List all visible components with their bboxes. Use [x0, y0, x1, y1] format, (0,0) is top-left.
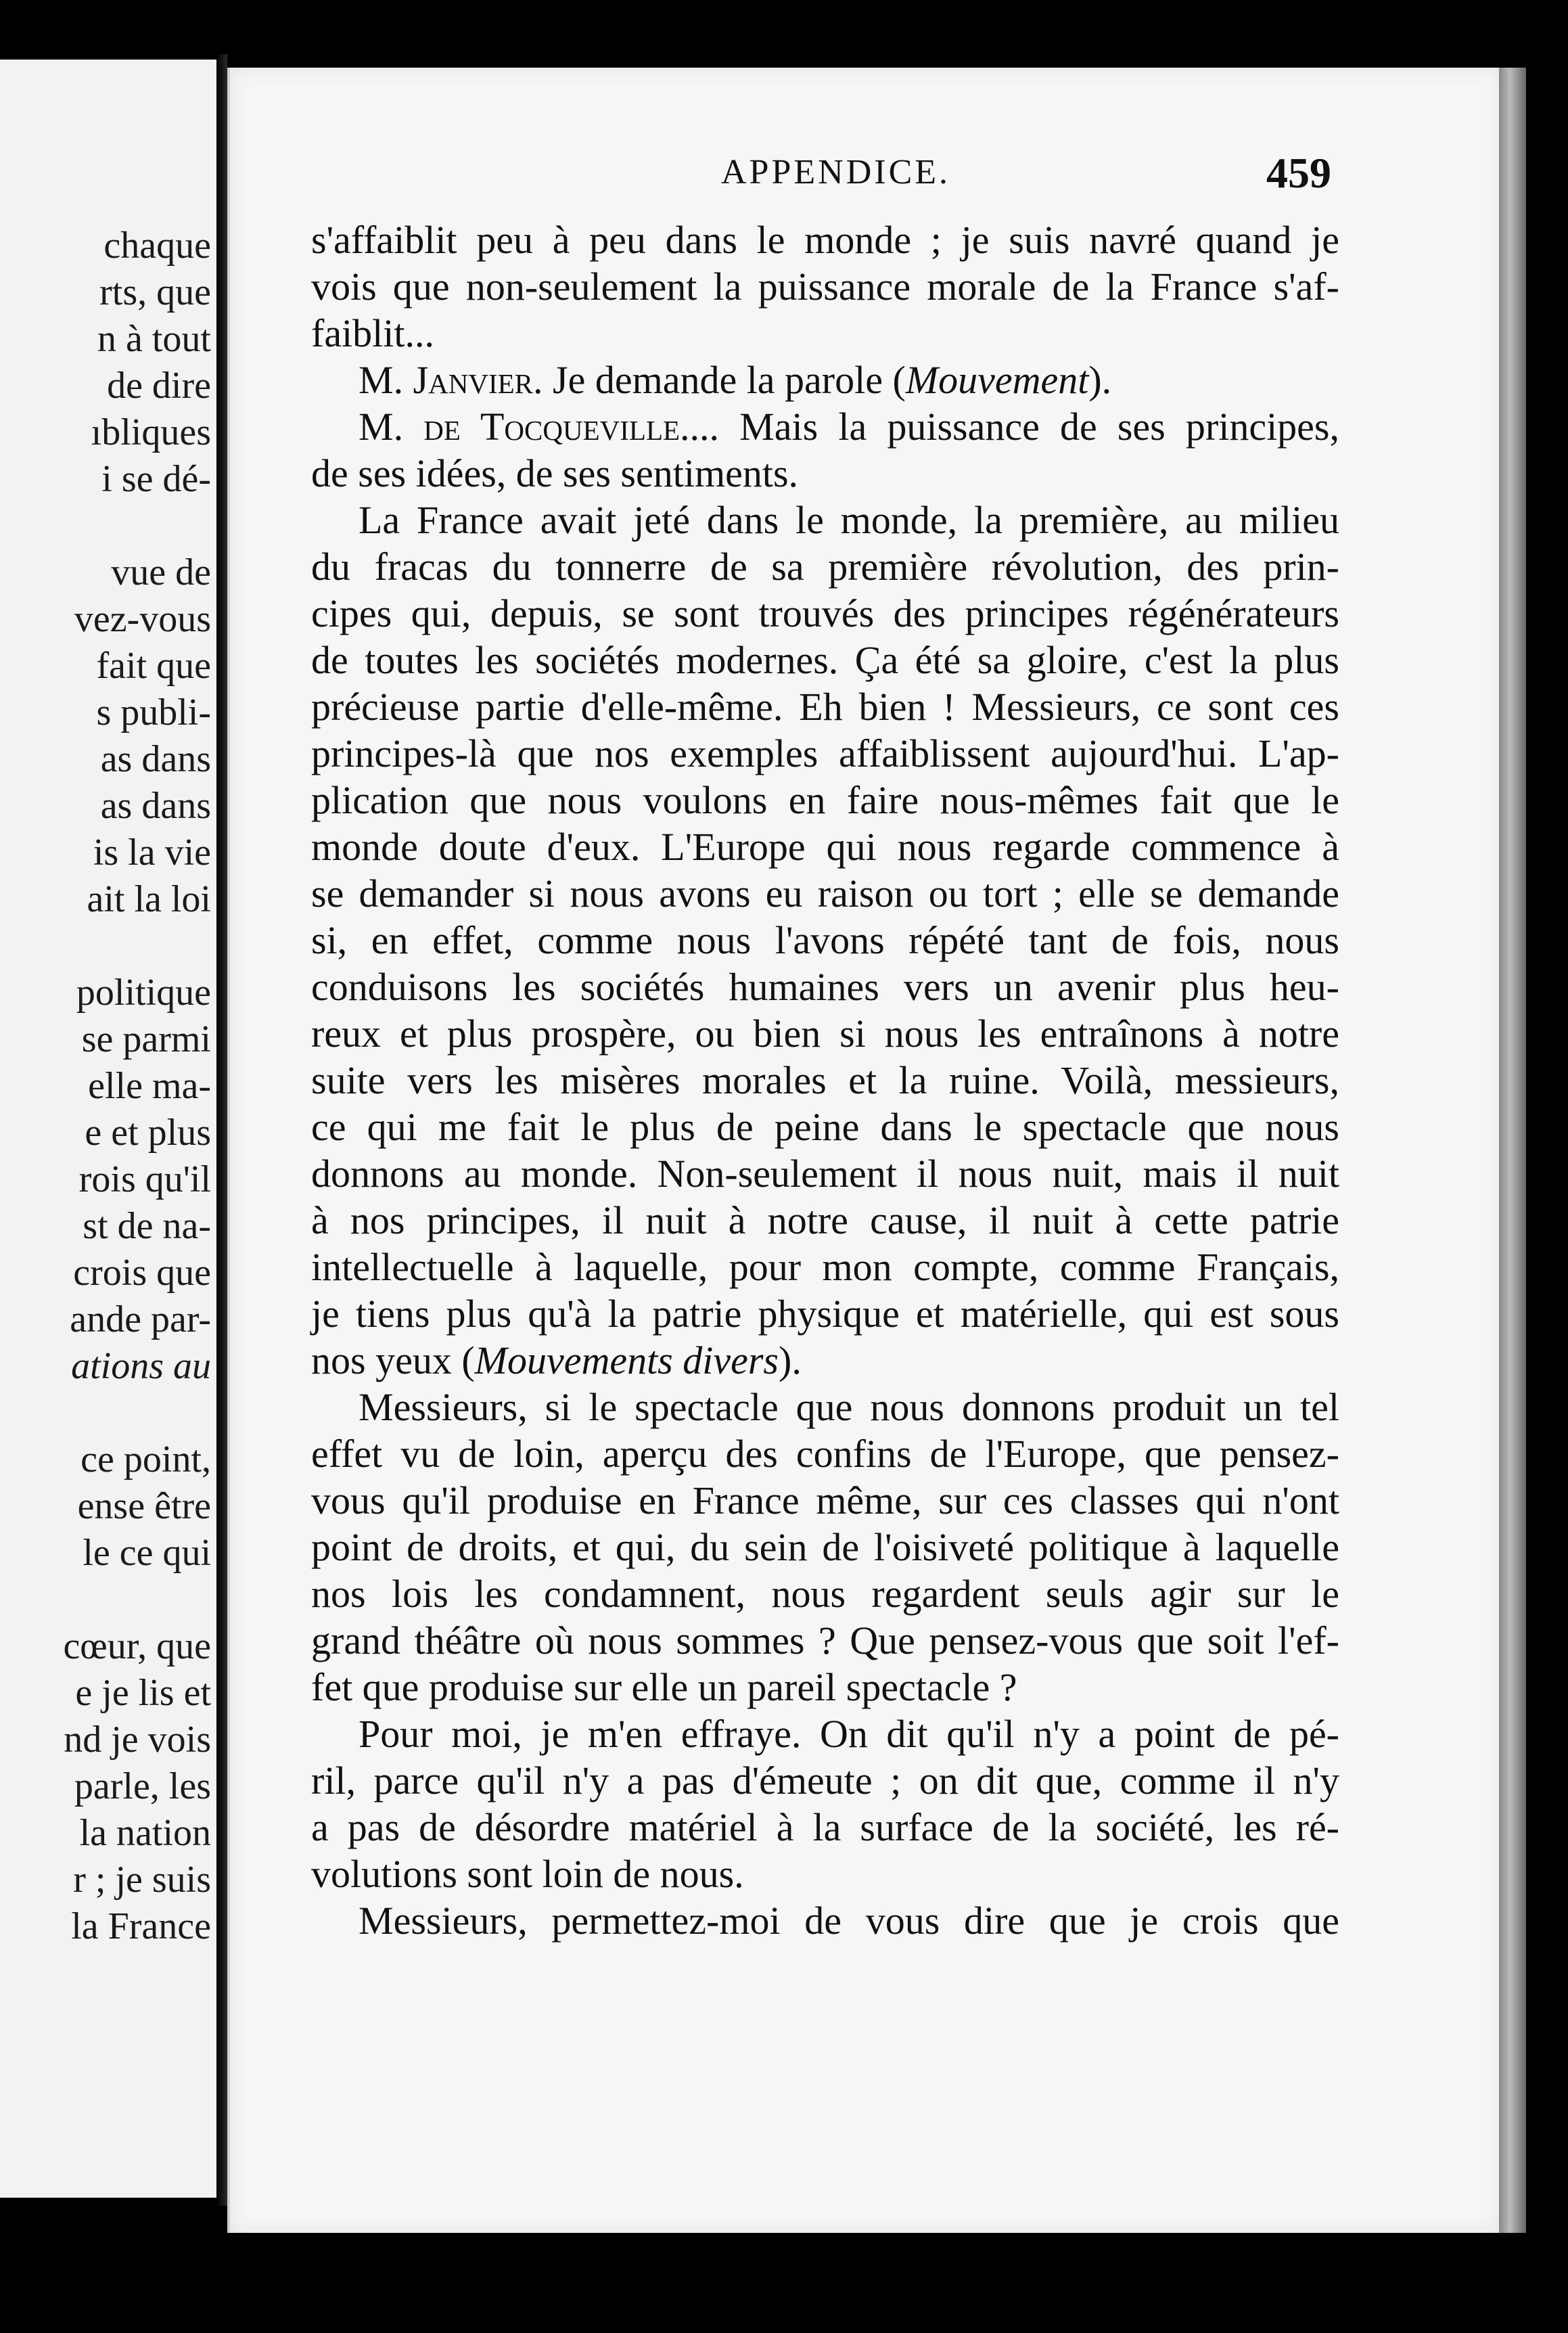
left-page-line: ce point, — [80, 1439, 211, 1480]
text-line: du fracas du tonnerre de sa première révolution, des prin- — [311, 545, 1339, 589]
text-line: intellectuelle à laquelle, pour mon compte, comme Français, — [311, 1245, 1339, 1289]
left-page-line: as dans — [100, 785, 211, 827]
speaker-line — [311, 403, 1339, 450]
text-line: point de droits, et qui, du sein de l'oisiveté politique à laquelle — [311, 1525, 1339, 1569]
left-page-line: vez-vous — [74, 598, 211, 640]
text-line: cipes qui, depuis, se sont trouvés des principes régénérateurs — [311, 591, 1339, 635]
speaker-name: Janvier — [413, 358, 534, 402]
speaker-name: de Tocqueville — [423, 405, 681, 449]
left-page-line: e je lis et — [75, 1672, 211, 1714]
text-line: s'affaiblit peu à peu dans le monde ; je suis navré quand je — [311, 218, 1339, 262]
text-fragment: M. — [359, 358, 413, 402]
left-page-line: ense être — [77, 1485, 211, 1527]
page-edge — [1499, 68, 1526, 2233]
running-title: APPENDICE. — [721, 153, 951, 191]
text-fragment: .... Mais la puissance de ses principes, — [680, 405, 1339, 449]
text-line: précieuse partie d'elle-même. Eh bien ! Messieurs, ce sont ces — [311, 685, 1339, 729]
left-page-line: le ce qui — [83, 1532, 211, 1574]
body-text — [311, 217, 1339, 1944]
text-fragment: M. — [359, 405, 424, 449]
text-line: principes-là que nos exemples affaiblissent aujourd'hui. L'ap- — [311, 731, 1339, 775]
text-line: de ses idées, de ses sentiments. — [311, 451, 799, 495]
left-page-line: ıbliques — [91, 411, 211, 453]
page-header — [0, 149, 1568, 206]
text-line: conduisons les sociétés humaines vers un avenir plus heu- — [311, 965, 1339, 1009]
text-line: vois que non-seulement la puissance morale de la France s'af- — [311, 265, 1339, 309]
left-page-line: e et plus — [85, 1112, 211, 1154]
text-line: je tiens plus qu'à la patrie physique et matérielle, qui est sous — [311, 1292, 1339, 1336]
left-page-line: is la vie — [93, 832, 211, 874]
text-line: ril, parce qu'il n'y a pas d'émeute ; on dit que, comme il n'y — [311, 1759, 1339, 1803]
text-line: à nos principes, il nuit à notre cause, il nuit à cette patrie — [311, 1198, 1339, 1242]
speaker-line — [311, 357, 1339, 403]
stage-direction: Mouvement — [905, 358, 1089, 402]
left-page-line: rts, que — [99, 271, 211, 313]
left-page-line: se parmi — [81, 1018, 211, 1060]
left-page-line: ande par- — [70, 1298, 211, 1340]
stage-direction: Mouvements divers — [474, 1338, 779, 1382]
text-line: effet vu de loin, aperçu des confins de l'Europe, que pensez- — [311, 1432, 1339, 1476]
text-line: de toutes les sociétés modernes. Ça été sa gloire, c'est la plus — [311, 638, 1339, 682]
text-line: a pas de désordre matériel à la surface de la société, les ré- — [311, 1805, 1339, 1849]
left-page-line: ait la loi — [87, 878, 211, 920]
left-page-line: i se dé- — [101, 458, 211, 500]
left-page-line: chaque — [103, 225, 211, 267]
left-page-line: st de na- — [83, 1205, 211, 1247]
left-page-line: crois que — [73, 1252, 211, 1294]
left-page-line: n à tout — [97, 318, 211, 360]
text-line: nos lois les condamnent, nous regardent seuls agir sur le — [311, 1572, 1339, 1616]
left-page-line: politique — [76, 972, 211, 1014]
book-gutter — [216, 54, 227, 2206]
left-page-line: la nation — [79, 1812, 211, 1854]
text-fragment: . Je demande la parole ( — [533, 358, 906, 402]
text-line: monde doute d'eux. L'Europe qui nous regarde commence à — [311, 825, 1339, 869]
left-page-line: parle, les — [74, 1765, 211, 1807]
text-line: plication que nous voulons en faire nous-mêmes fait que le — [311, 778, 1339, 822]
text-line: Pour moi, je m'en effraye. On dit qu'il n'y a point de pé- — [359, 1712, 1339, 1756]
text-line: se demander si nous avons eu raison ou tort ; elle se demande — [311, 871, 1339, 915]
text-line: vous qu'il produise en France même, sur ces classes qui n'ont — [311, 1478, 1339, 1522]
left-page-line: as dans — [100, 738, 211, 780]
text-line: volutions sont loin de nous. — [311, 1852, 744, 1896]
text-line: faiblit... — [311, 311, 435, 355]
text-line: Messieurs, si le spectacle que nous donnons produit un tel — [359, 1385, 1339, 1429]
text-fragment: ). — [779, 1338, 802, 1382]
text-line: donnons au monde. Non-seulement il nous nuit, mais il nuit — [311, 1152, 1339, 1196]
left-page-line: elle ma- — [88, 1065, 211, 1107]
text-line: Messieurs, permettez-moi de vous dire que je crois que — [359, 1899, 1339, 1943]
left-page-line: rois qu'il — [78, 1158, 211, 1200]
left-page-line: r ; je suis — [73, 1859, 211, 1901]
left-page-line: la France — [71, 1905, 211, 1947]
left-page-line: fait que — [96, 645, 211, 687]
text-line: fet que produise sur elle un pareil spectacle ? — [311, 1665, 1017, 1709]
text-fragment: ). — [1088, 358, 1112, 402]
text-line: ce qui me fait le plus de peine dans le spectacle que nous — [311, 1105, 1339, 1149]
text-line: grand théâtre où nous sommes ? Que pensez-vous que soit l'ef- — [311, 1618, 1339, 1662]
text-line — [311, 1337, 1339, 1384]
left-page-line: ations au — [71, 1345, 211, 1387]
left-page-line: de dire — [107, 365, 211, 407]
text-line: reux et plus prospère, ou bien si nous les entraînons à notre — [311, 1012, 1339, 1056]
left-page-line: cœur, que — [63, 1625, 211, 1667]
text-line: La France avait jeté dans le monde, la première, au milieu — [359, 498, 1339, 542]
text-line: si, en effet, comme nous l'avons répété tant de fois, nous — [311, 918, 1339, 962]
left-page-line: nd je vois — [64, 1719, 211, 1761]
page-number: 459 — [1266, 149, 1331, 197]
left-page-line: vue de — [111, 551, 211, 593]
text-fragment: nos yeux ( — [311, 1338, 475, 1382]
left-page — [0, 60, 216, 2198]
text-line: suite vers les misères morales et la ruine. Voilà, messieurs, — [311, 1058, 1339, 1102]
left-page-line: s publi- — [96, 692, 211, 733]
